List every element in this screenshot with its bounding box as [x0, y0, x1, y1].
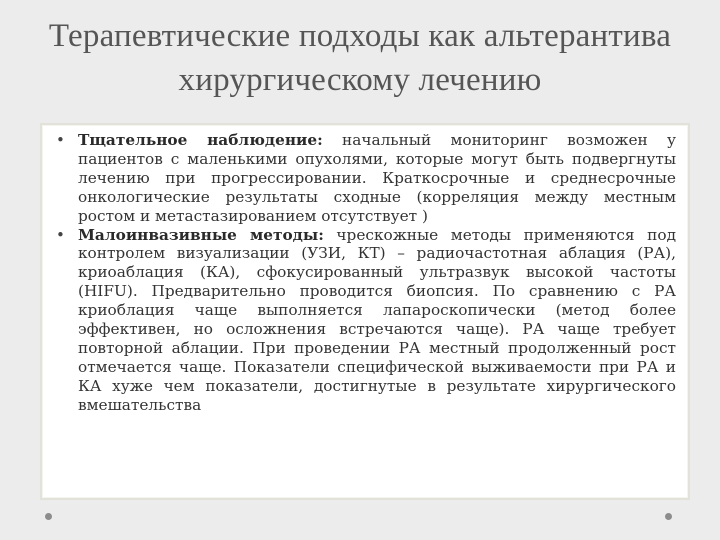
- bullet-text: чрескожные методы применяются под контролем визуализации (УЗИ, КТ) – радиочастотная аблация (РА), криоаблация (КА), сфокусированный ультразвук высокой частоты (HIFU). Предварительно проводится биопсия. По сравнению с РА криоблация чаще выполняется лапароскопически (метод более эффективен, но осложнения встречаются чаще). РА чаще требует повторной аблации. При проведении РА местный продолженный рост отмечается чаще. Показатели специфической выживаемости при РА и КА хуже чем показатели, достигнутые в результате хирургического вмешательства: [78, 225, 676, 414]
- decorative-dot-left: [45, 513, 52, 520]
- bullet-item-observation: [52, 131, 676, 226]
- bullet-item-minimally-invasive: [52, 226, 676, 415]
- bullet-list: [42, 125, 688, 415]
- decorative-dot-right: [665, 513, 672, 520]
- bullet-text: начальный мониторинг возможен у пациентов с маленькими опухолями, которые могут быть подвергнуты лечению при прогрессировании. Краткосрочные и среднесрочные онкологические результаты сходные (корреляция между местным ростом и метастазированием отсутствует ): [78, 131, 676, 225]
- bullet-term: Тщательное наблюдение:: [78, 131, 323, 149]
- bullet-term: Малоинвазивные методы:: [78, 225, 324, 244]
- content-box: [40, 123, 690, 500]
- bullet-icon: •: [56, 225, 65, 244]
- slide-title: Терапевтические подходы как альтерантива хирургическому лечению: [48, 18, 672, 98]
- bullet-icon: •: [56, 131, 65, 149]
